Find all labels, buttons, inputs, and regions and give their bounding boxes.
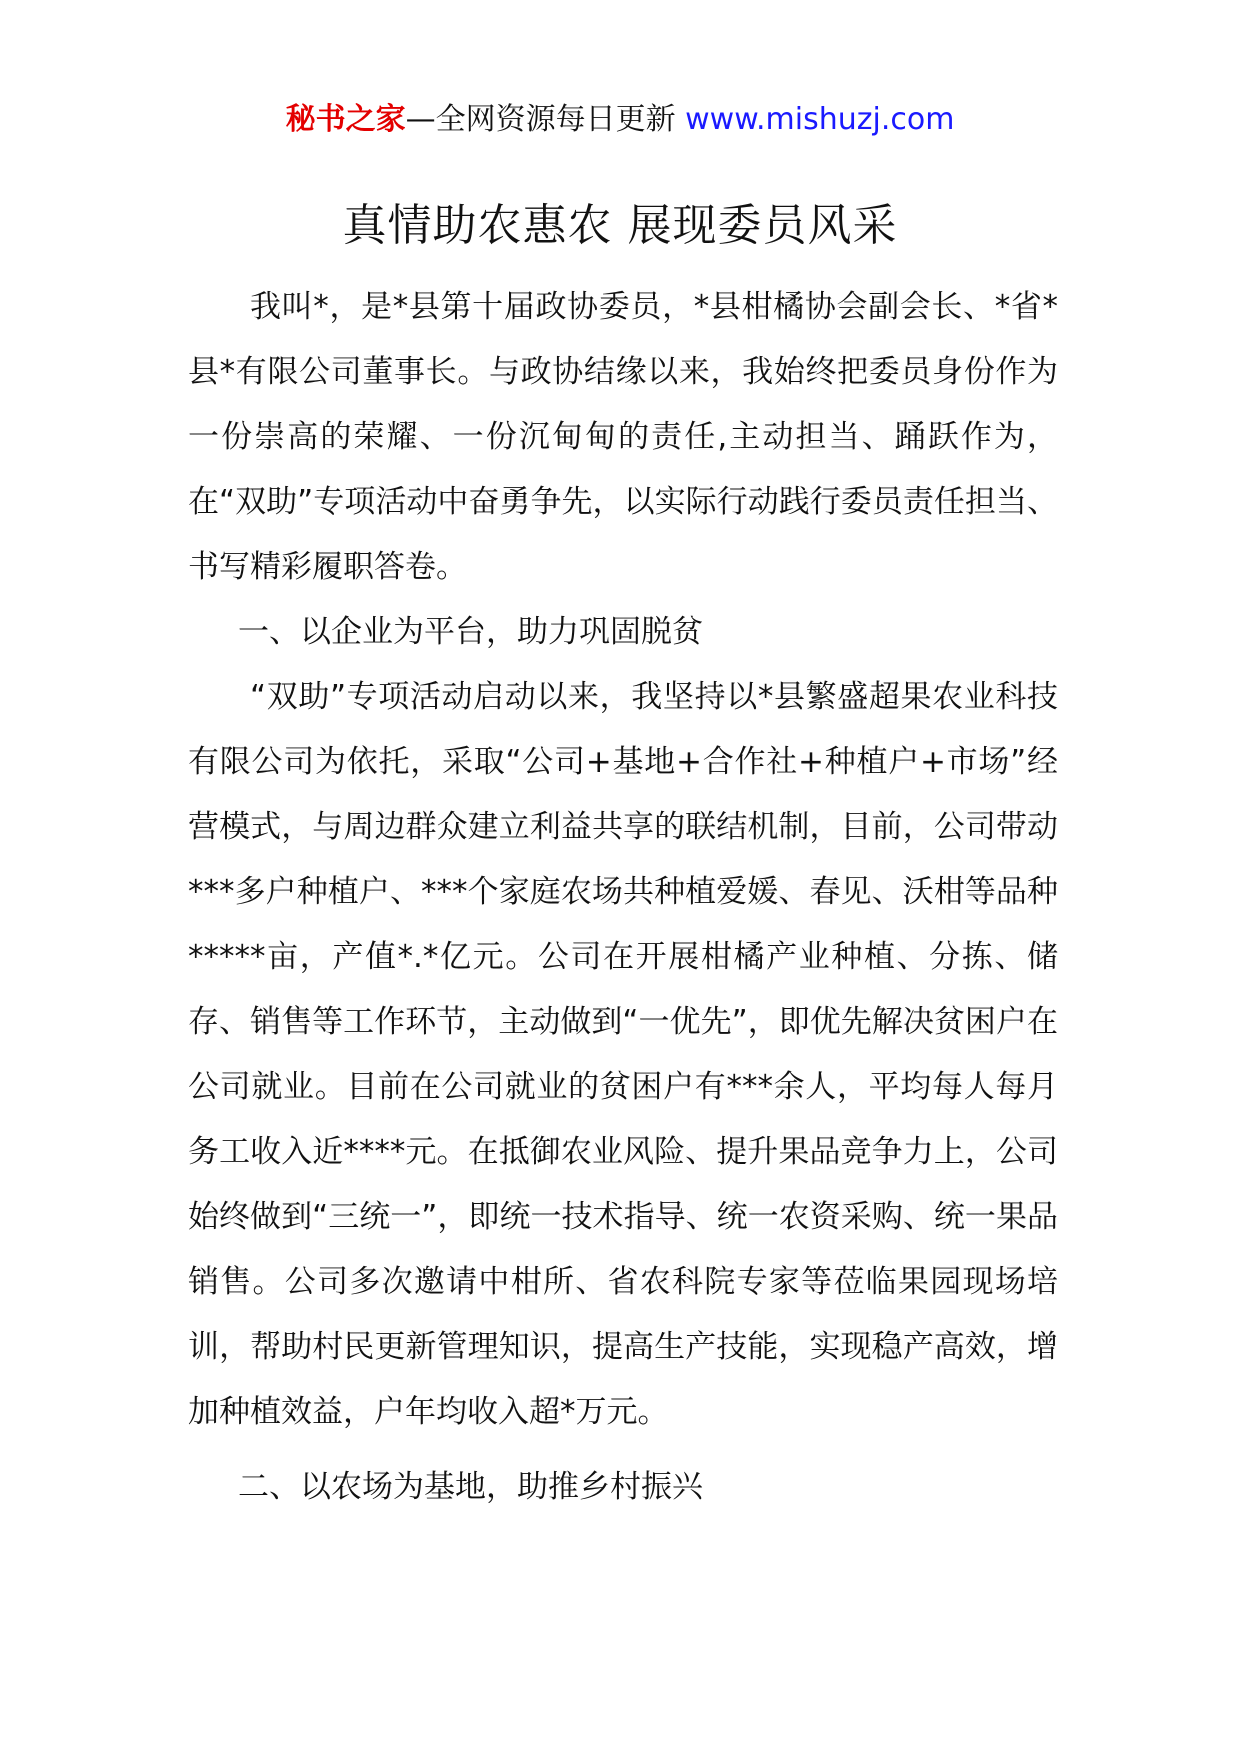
document-body bbox=[188, 275, 1058, 1520]
intro-paragraph: 我叫*，是*县第十届政协委员，*县柑橘协会副会长、*省*县*有限公司董事长。与政协结缘以来，我始终把委员身份作为一份崇高的荣耀、一份沉甸甸的责任,主动担当、踊跃作为，在“双助”专项活动中奋勇争先，以实际行动践行委员责任担当、书写精彩履职答卷。 bbox=[188, 289, 1058, 585]
site-url-link[interactable]: www.mishuzj.com bbox=[685, 102, 955, 137]
document-title: 真情助农惠农 展现委员风采 bbox=[342, 200, 898, 251]
brand-slogan: —全网资源每日更新 bbox=[405, 102, 676, 137]
section-1-paragraph: “双助”专项活动启动以来，我坚持以*县繁盛超果农业科技有限公司为依托，采取“公司+基地+合作社+种植户+市场”经营模式，与周边群众建立利益共享的联结机制，目前，公司带动***多户种植户、***个家庭农场共种植爱媛、春见、沃柑等品种*****亩，产值*.*亿元。公司在开展柑橘产业种植、分拣、储存、销售等工作环节，主动做到“一优先”，即优先解决贫困户在公司就业。目前在公司就业的贫困户有***余人，平均每人每月务工收入近****元。在抵御农业风险、提升果品竞争力上，公司始终做到“三统一”，即统一技术指导、统一农资采购、统一果品销售。公司多次邀请中柑所、省农科院专家等莅临果园现场培训，帮助村民更新管理知识，提高生产技能，实现稳产高效，增加种植效益，户年均收入超*万元。 bbox=[188, 679, 1058, 1430]
site-header bbox=[0, 100, 1240, 140]
section-2-heading: 二、以农场为基地，助推乡村振兴 bbox=[238, 1469, 703, 1505]
brand-name: 秘书之家 bbox=[285, 102, 406, 137]
section-1-heading: 一、以企业为平台，助力巩固脱贫 bbox=[238, 614, 703, 650]
